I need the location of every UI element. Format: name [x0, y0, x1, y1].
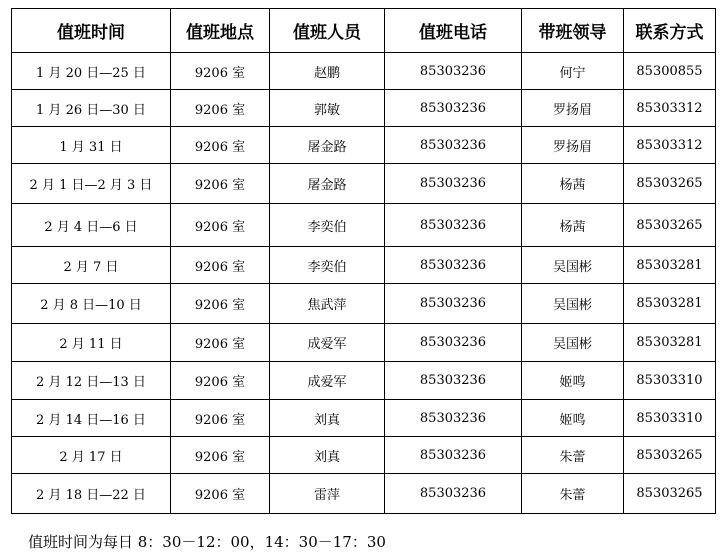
- table-row: [12, 53, 716, 90]
- cell-duty-location: 9206 室: [171, 53, 270, 90]
- cell-duty-phone: 85303236: [385, 362, 522, 400]
- cell-duty-person: 成爱军: [270, 362, 385, 400]
- cell-duty-location: 9206 室: [171, 284, 270, 324]
- cell-duty-time: 2 月 11 日: [12, 324, 171, 362]
- cell-duty-time: 2 月 4 日—6 日: [12, 204, 171, 247]
- duty-hours-note: 值班时间为每日 8：30－12：00，14：30－17：30: [28, 533, 386, 551]
- cell-contact: 85303265: [624, 437, 716, 474]
- cell-contact: 85303265: [624, 164, 716, 204]
- cell-duty-person: 李奕伯: [270, 247, 385, 284]
- cell-duty-time: 1 月 20 日—25 日: [12, 53, 171, 90]
- cell-duty-location: 9206 室: [171, 324, 270, 362]
- cell-duty-phone: 85303236: [385, 127, 522, 164]
- cell-contact: 85303281: [624, 247, 716, 284]
- cell-duty-time: 2 月 1 日—2 月 3 日: [12, 164, 171, 204]
- table-row: [12, 324, 716, 362]
- cell-leader: 朱蕾: [522, 437, 624, 474]
- cell-duty-time: 2 月 14 日—16 日: [12, 400, 171, 437]
- cell-duty-location: 9206 室: [171, 362, 270, 400]
- cell-duty-person: 赵鹏: [270, 53, 385, 90]
- cell-duty-phone: 85303236: [385, 204, 522, 247]
- cell-duty-time: 1 月 31 日: [12, 127, 171, 164]
- cell-duty-location: 9206 室: [171, 204, 270, 247]
- cell-contact: 85303281: [624, 284, 716, 324]
- cell-duty-location: 9206 室: [171, 437, 270, 474]
- cell-leader: 吴国彬: [522, 247, 624, 284]
- cell-duty-location: 9206 室: [171, 90, 270, 127]
- cell-leader: 罗扬眉: [522, 90, 624, 127]
- cell-duty-time: 2 月 7 日: [12, 247, 171, 284]
- header-duty-person: 值班人员: [270, 9, 385, 53]
- cell-duty-phone: 85303236: [385, 164, 522, 204]
- cell-duty-time: 2 月 18 日—22 日: [12, 474, 171, 514]
- cell-duty-location: 9206 室: [171, 400, 270, 437]
- cell-leader: 朱蕾: [522, 474, 624, 514]
- cell-leader: 杨茜: [522, 164, 624, 204]
- table-row: [12, 204, 716, 247]
- cell-leader: 姬鸣: [522, 400, 624, 437]
- table-row: [12, 284, 716, 324]
- cell-duty-person: 刘真: [270, 437, 385, 474]
- table-row: [12, 90, 716, 127]
- cell-duty-phone: 85303236: [385, 53, 522, 90]
- cell-duty-location: 9206 室: [171, 164, 270, 204]
- cell-duty-location: 9206 室: [171, 474, 270, 514]
- cell-leader: 吴国彬: [522, 284, 624, 324]
- duty-schedule-table: [11, 8, 716, 514]
- cell-duty-person: 刘真: [270, 400, 385, 437]
- cell-duty-person: 李奕伯: [270, 204, 385, 247]
- cell-leader: 姬鸣: [522, 362, 624, 400]
- table-row: [12, 437, 716, 474]
- cell-duty-location: 9206 室: [171, 247, 270, 284]
- cell-duty-phone: 85303236: [385, 90, 522, 127]
- cell-duty-person: 屠金路: [270, 127, 385, 164]
- cell-contact: 85303310: [624, 362, 716, 400]
- cell-duty-phone: 85303236: [385, 474, 522, 514]
- table-row: [12, 400, 716, 437]
- cell-leader: 何宁: [522, 53, 624, 90]
- cell-duty-location: 9206 室: [171, 127, 270, 164]
- cell-leader: 罗扬眉: [522, 127, 624, 164]
- cell-contact: 85300855: [624, 53, 716, 90]
- cell-contact: 85303265: [624, 474, 716, 514]
- cell-contact: 85303265: [624, 204, 716, 247]
- cell-duty-phone: 85303236: [385, 247, 522, 284]
- cell-duty-person: 焦武萍: [270, 284, 385, 324]
- cell-duty-time: 2 月 17 日: [12, 437, 171, 474]
- table-row: [12, 127, 716, 164]
- header-contact: 联系方式: [624, 9, 716, 53]
- table-row: [12, 164, 716, 204]
- cell-contact: 85303312: [624, 90, 716, 127]
- table-header-row: [12, 9, 716, 53]
- header-duty-phone: 值班电话: [385, 9, 522, 53]
- cell-duty-person: 雷萍: [270, 474, 385, 514]
- cell-leader: 吴国彬: [522, 324, 624, 362]
- cell-duty-phone: 85303236: [385, 400, 522, 437]
- cell-duty-time: 2 月 12 日—13 日: [12, 362, 171, 400]
- cell-duty-phone: 85303236: [385, 284, 522, 324]
- cell-duty-phone: 85303236: [385, 437, 522, 474]
- header-leader: 带班领导: [522, 9, 624, 53]
- header-duty-time: 值班时间: [12, 9, 171, 53]
- header-duty-location: 值班地点: [171, 9, 270, 53]
- cell-duty-person: 屠金路: [270, 164, 385, 204]
- cell-duty-time: 2 月 8 日—10 日: [12, 284, 171, 324]
- table-row: [12, 474, 716, 514]
- cell-contact: 85303310: [624, 400, 716, 437]
- cell-duty-person: 郭敏: [270, 90, 385, 127]
- cell-contact: 85303312: [624, 127, 716, 164]
- cell-duty-phone: 85303236: [385, 324, 522, 362]
- cell-contact: 85303281: [624, 324, 716, 362]
- table-body: [12, 53, 716, 514]
- cell-leader: 杨茜: [522, 204, 624, 247]
- table-row: [12, 362, 716, 400]
- cell-duty-time: 1 月 26 日—30 日: [12, 90, 171, 127]
- table-row: [12, 247, 716, 284]
- cell-duty-person: 成爱军: [270, 324, 385, 362]
